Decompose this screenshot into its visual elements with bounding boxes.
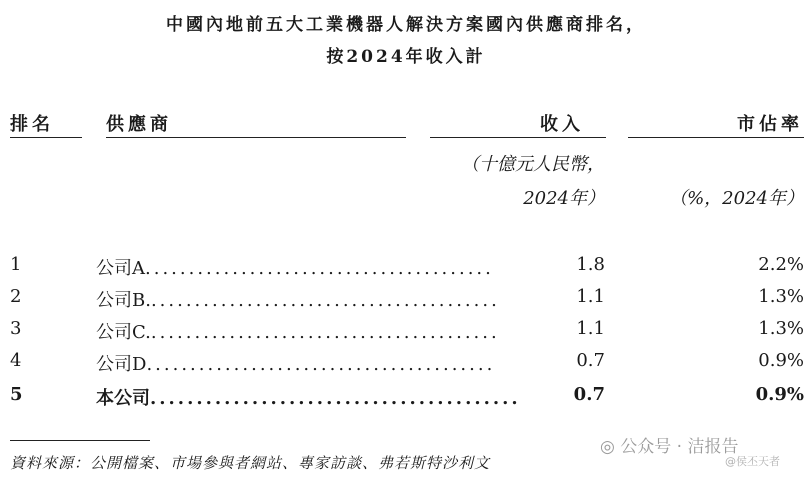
header-share: 市佔率: [737, 114, 803, 135]
leader-dots: ........................................: [150, 388, 521, 409]
row-share: 0.9%: [758, 350, 804, 371]
row-rank: 5: [10, 384, 23, 405]
table-row: [0, 286, 812, 318]
row-revenue: 1.8: [576, 254, 605, 275]
subheader-revenue-unit: （十億元人民幣，: [461, 154, 605, 175]
leader-dots: ........................................: [150, 322, 500, 343]
table-title-line2: 按2024年收入計: [326, 47, 486, 67]
row-share: 1.3%: [758, 286, 804, 307]
header-rule-rank: [10, 137, 82, 138]
header-rule-revenue: [430, 137, 606, 138]
row-rank: 1: [10, 254, 22, 275]
row-rank: 2: [10, 286, 22, 307]
row-revenue: 1.1: [576, 318, 605, 339]
row-share: 0.9%: [755, 384, 804, 405]
row-supplier: 本公司: [96, 388, 150, 409]
row-share: 2.2%: [758, 254, 804, 275]
row-rank: 3: [10, 318, 22, 339]
subheader-share-unit: （%，2024年）: [669, 188, 804, 209]
row-supplier: 公司B.: [96, 290, 151, 311]
source-rule: [10, 440, 150, 441]
subheader-revenue-year: 2024年）: [523, 188, 605, 209]
row-revenue: 1.1: [576, 286, 605, 307]
header-revenue: 收入: [540, 114, 584, 135]
row-supplier: 公司D: [96, 354, 147, 375]
table-title-line1: 中國內地前五大工業機器人解決方案國內供應商排名，: [166, 15, 646, 35]
wechat-icon: ◎: [600, 437, 615, 457]
table-row: [0, 350, 812, 382]
row-supplier: 公司C.: [96, 322, 151, 343]
watermark-text: 公众号 · 洁报告: [620, 437, 739, 457]
table-row-highlight: [0, 384, 812, 416]
leader-dots: ........................................: [146, 354, 496, 375]
header-rule-supplier: [106, 137, 406, 138]
watermark: [600, 432, 738, 457]
row-supplier: 公司A: [96, 258, 145, 279]
row-rank: 4: [10, 350, 22, 371]
row-revenue: 0.7: [576, 350, 605, 371]
source-note: 資料來源：公開檔案、市場參與者網站、專家訪談、弗若斯特沙利文: [10, 454, 491, 472]
table-row: [0, 254, 812, 286]
leader-dots: ........................................: [145, 258, 494, 279]
leader-dots: ........................................: [150, 290, 500, 311]
row-revenue: 0.7: [573, 384, 605, 405]
header-rank: 排名: [10, 114, 54, 135]
row-share: 1.3%: [758, 318, 804, 339]
header-supplier: 供應商: [106, 114, 172, 135]
header-rule-share: [628, 137, 804, 138]
table-row: [0, 318, 812, 350]
watermark-corner: @侯丕天者: [725, 455, 780, 468]
